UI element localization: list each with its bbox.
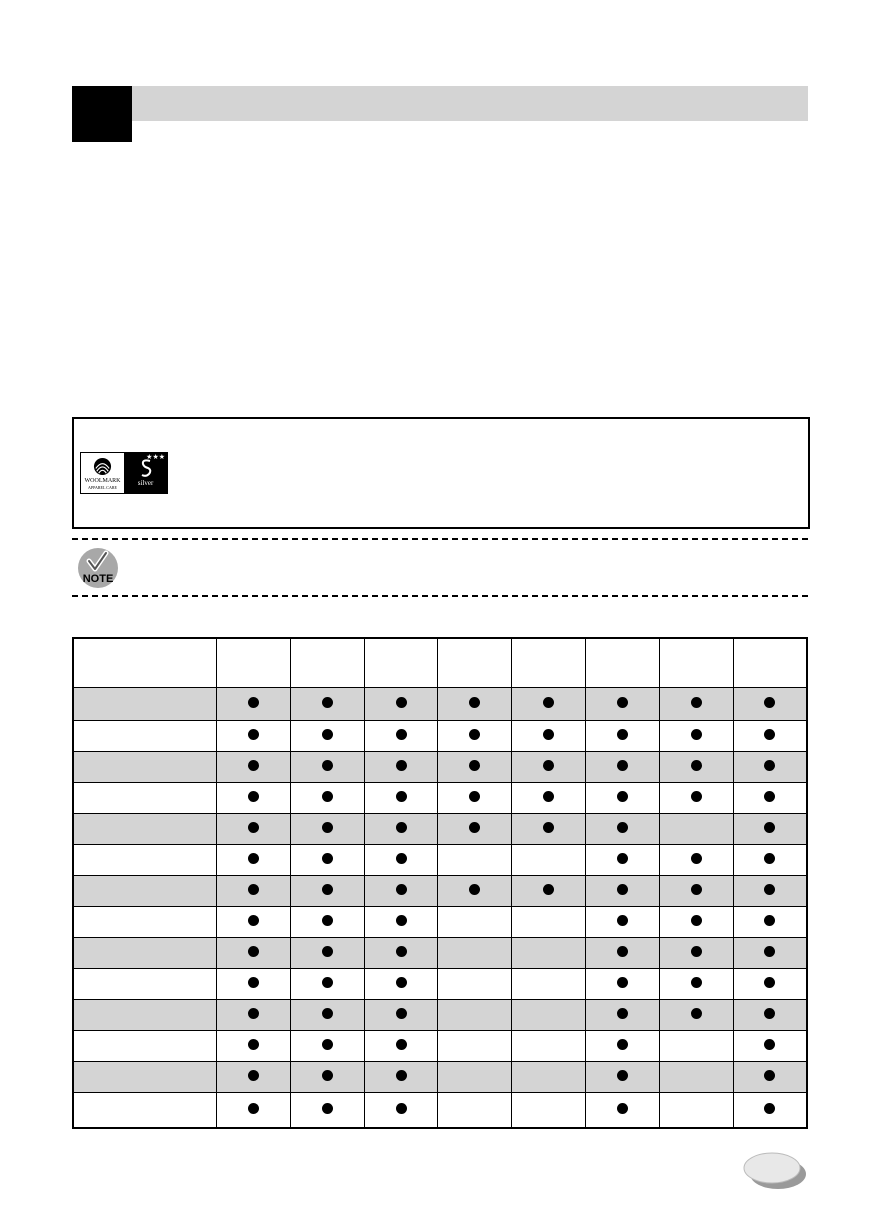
row-label-cell bbox=[73, 814, 217, 845]
applicable-dot-icon bbox=[691, 1008, 702, 1019]
applicable-dot-icon bbox=[469, 884, 480, 895]
applicable-dot-icon bbox=[764, 1008, 775, 1019]
applicable-dot-icon bbox=[248, 946, 259, 957]
table-cell bbox=[586, 969, 660, 1000]
applicable-dot-icon bbox=[469, 729, 480, 740]
table-cell bbox=[659, 1000, 733, 1031]
row-label-cell bbox=[73, 1062, 217, 1093]
note-label: NOTE bbox=[82, 573, 114, 585]
woolmark-info-box bbox=[72, 417, 810, 529]
header-cell bbox=[659, 638, 733, 688]
applicable-dot-icon bbox=[396, 760, 407, 771]
applicable-dot-icon bbox=[322, 760, 333, 771]
table-cell bbox=[512, 938, 586, 969]
table-cell bbox=[217, 1031, 291, 1062]
applicable-dot-icon bbox=[248, 884, 259, 895]
table-row bbox=[73, 1031, 807, 1062]
table-cell bbox=[217, 969, 291, 1000]
applicable-dot-icon bbox=[691, 729, 702, 740]
table-cell bbox=[586, 752, 660, 783]
applicable-dot-icon bbox=[617, 822, 628, 833]
table-cell bbox=[364, 688, 438, 721]
table-cell bbox=[364, 721, 438, 752]
table-cell bbox=[364, 1093, 438, 1129]
table-cell bbox=[733, 907, 807, 938]
applicable-dot-icon bbox=[764, 853, 775, 864]
applicable-dot-icon bbox=[691, 884, 702, 895]
table-row bbox=[73, 814, 807, 845]
header-cell bbox=[364, 638, 438, 688]
table-row bbox=[73, 938, 807, 969]
table-cell bbox=[512, 721, 586, 752]
table-cell bbox=[217, 1062, 291, 1093]
applicable-dot-icon bbox=[396, 1039, 407, 1050]
table-cell bbox=[512, 1031, 586, 1062]
table-cell bbox=[659, 1062, 733, 1093]
applicable-dot-icon bbox=[543, 760, 554, 771]
applicable-dot-icon bbox=[396, 1070, 407, 1081]
page-number-badge bbox=[740, 1150, 808, 1190]
applicable-dot-icon bbox=[691, 791, 702, 802]
applicable-dot-icon bbox=[617, 946, 628, 957]
applicable-dot-icon bbox=[396, 915, 407, 926]
table-cell bbox=[217, 845, 291, 876]
table-cell bbox=[217, 938, 291, 969]
table-cell bbox=[586, 814, 660, 845]
applicable-dot-icon bbox=[322, 729, 333, 740]
table-row bbox=[73, 783, 807, 814]
table-cell bbox=[586, 876, 660, 907]
table-cell bbox=[586, 907, 660, 938]
applicable-dot-icon bbox=[764, 946, 775, 957]
table-cell bbox=[733, 969, 807, 1000]
table-cell bbox=[659, 876, 733, 907]
table-cell bbox=[659, 721, 733, 752]
table-cell bbox=[586, 783, 660, 814]
table-cell bbox=[733, 1000, 807, 1031]
program-table bbox=[72, 637, 808, 1129]
section-number-block bbox=[72, 86, 132, 142]
table-cell bbox=[217, 1000, 291, 1031]
applicable-dot-icon bbox=[764, 1103, 775, 1114]
table-cell bbox=[290, 1093, 364, 1129]
applicable-dot-icon bbox=[248, 760, 259, 771]
table-cell bbox=[659, 752, 733, 783]
table-cell bbox=[512, 752, 586, 783]
table-cell bbox=[438, 876, 512, 907]
table-cell bbox=[290, 907, 364, 938]
applicable-dot-icon bbox=[396, 1103, 407, 1114]
table-cell bbox=[438, 688, 512, 721]
applicable-dot-icon bbox=[691, 853, 702, 864]
table-cell bbox=[733, 1093, 807, 1129]
table-cell bbox=[364, 1062, 438, 1093]
applicable-dot-icon bbox=[396, 791, 407, 802]
applicable-dot-icon bbox=[691, 915, 702, 926]
row-label-cell bbox=[73, 845, 217, 876]
table-cell bbox=[512, 814, 586, 845]
table-cell bbox=[659, 969, 733, 1000]
applicable-dot-icon bbox=[691, 977, 702, 988]
applicable-dot-icon bbox=[617, 791, 628, 802]
table-cell bbox=[364, 938, 438, 969]
table-cell bbox=[512, 783, 586, 814]
applicable-dot-icon bbox=[248, 1103, 259, 1114]
applicable-dot-icon bbox=[469, 791, 480, 802]
applicable-dot-icon bbox=[322, 977, 333, 988]
applicable-dot-icon bbox=[322, 822, 333, 833]
applicable-dot-icon bbox=[248, 791, 259, 802]
header-cell bbox=[586, 638, 660, 688]
applicable-dot-icon bbox=[322, 946, 333, 957]
table-cell bbox=[438, 783, 512, 814]
applicable-dot-icon bbox=[396, 697, 407, 708]
applicable-dot-icon bbox=[543, 697, 554, 708]
table-cell bbox=[512, 1062, 586, 1093]
table-cell bbox=[290, 752, 364, 783]
table-cell bbox=[733, 1031, 807, 1062]
table-row bbox=[73, 907, 807, 938]
woolmark-logo bbox=[80, 452, 168, 494]
applicable-dot-icon bbox=[617, 1070, 628, 1081]
table-cell bbox=[438, 752, 512, 783]
table-row bbox=[73, 688, 807, 721]
table-cell bbox=[659, 845, 733, 876]
table-cell bbox=[586, 688, 660, 721]
table-cell bbox=[512, 688, 586, 721]
table-cell bbox=[512, 1093, 586, 1129]
table-cell bbox=[290, 721, 364, 752]
woolmark-stars: ★★★ bbox=[146, 453, 165, 461]
table-cell bbox=[512, 876, 586, 907]
header-cell bbox=[290, 638, 364, 688]
applicable-dot-icon bbox=[617, 977, 628, 988]
table-cell bbox=[438, 1000, 512, 1031]
applicable-dot-icon bbox=[764, 1039, 775, 1050]
table-cell bbox=[438, 721, 512, 752]
table-cell bbox=[217, 876, 291, 907]
applicable-dot-icon bbox=[617, 1008, 628, 1019]
row-label-cell bbox=[73, 969, 217, 1000]
header-cell bbox=[217, 638, 291, 688]
table-cell bbox=[586, 1000, 660, 1031]
table-cell bbox=[290, 1062, 364, 1093]
row-label-cell bbox=[73, 1093, 217, 1129]
applicable-dot-icon bbox=[396, 853, 407, 864]
applicable-dot-icon bbox=[322, 1103, 333, 1114]
applicable-dot-icon bbox=[617, 729, 628, 740]
row-label-cell bbox=[73, 1031, 217, 1062]
applicable-dot-icon bbox=[248, 1070, 259, 1081]
table-row bbox=[73, 1093, 807, 1129]
table-cell bbox=[733, 752, 807, 783]
table-row bbox=[73, 1062, 807, 1093]
table-cell bbox=[290, 938, 364, 969]
applicable-dot-icon bbox=[396, 946, 407, 957]
applicable-dot-icon bbox=[248, 1039, 259, 1050]
applicable-dot-icon bbox=[248, 915, 259, 926]
applicable-dot-icon bbox=[396, 822, 407, 833]
table-cell bbox=[586, 938, 660, 969]
table-cell bbox=[733, 721, 807, 752]
row-label-cell bbox=[73, 783, 217, 814]
woolmark-s-icon bbox=[139, 458, 153, 478]
applicable-dot-icon bbox=[396, 1008, 407, 1019]
row-label-cell bbox=[73, 907, 217, 938]
table-cell bbox=[364, 907, 438, 938]
table-row bbox=[73, 752, 807, 783]
woolmark-brand-text: WOOLMARK bbox=[84, 478, 121, 484]
applicable-dot-icon bbox=[248, 977, 259, 988]
applicable-dot-icon bbox=[543, 729, 554, 740]
table-cell bbox=[733, 876, 807, 907]
header-cell bbox=[438, 638, 512, 688]
table-cell bbox=[659, 688, 733, 721]
applicable-dot-icon bbox=[396, 884, 407, 895]
table-cell bbox=[290, 969, 364, 1000]
row-label-cell bbox=[73, 688, 217, 721]
table-cell bbox=[364, 1031, 438, 1062]
table-cell bbox=[217, 907, 291, 938]
table-cell bbox=[733, 688, 807, 721]
table-cell bbox=[290, 814, 364, 845]
applicable-dot-icon bbox=[469, 760, 480, 771]
table-cell bbox=[586, 1062, 660, 1093]
header-cell bbox=[73, 638, 217, 688]
applicable-dot-icon bbox=[322, 853, 333, 864]
applicable-dot-icon bbox=[322, 791, 333, 802]
table-cell bbox=[438, 1031, 512, 1062]
applicable-dot-icon bbox=[764, 697, 775, 708]
applicable-dot-icon bbox=[396, 729, 407, 740]
applicable-dot-icon bbox=[322, 697, 333, 708]
table-cell bbox=[512, 969, 586, 1000]
applicable-dot-icon bbox=[469, 822, 480, 833]
applicable-dot-icon bbox=[764, 977, 775, 988]
table-cell bbox=[217, 783, 291, 814]
header-cell bbox=[512, 638, 586, 688]
applicable-dot-icon bbox=[691, 697, 702, 708]
table-row bbox=[73, 1000, 807, 1031]
table-cell bbox=[290, 845, 364, 876]
applicable-dot-icon bbox=[248, 853, 259, 864]
woolmark-brand-subtext: APPAREL CARE bbox=[88, 485, 117, 490]
table-cell bbox=[659, 814, 733, 845]
applicable-dot-icon bbox=[248, 697, 259, 708]
applicable-dot-icon bbox=[617, 915, 628, 926]
applicable-dot-icon bbox=[543, 884, 554, 895]
table-cell bbox=[733, 1062, 807, 1093]
table-cell bbox=[438, 907, 512, 938]
table-cell bbox=[364, 783, 438, 814]
row-label-cell bbox=[73, 938, 217, 969]
table-row bbox=[73, 969, 807, 1000]
note-bottom-divider bbox=[72, 595, 808, 597]
applicable-dot-icon bbox=[322, 1070, 333, 1081]
applicable-dot-icon bbox=[691, 946, 702, 957]
table-cell bbox=[217, 752, 291, 783]
table-cell bbox=[438, 1093, 512, 1129]
applicable-dot-icon bbox=[617, 884, 628, 895]
table-cell bbox=[438, 969, 512, 1000]
applicable-dot-icon bbox=[764, 915, 775, 926]
table-cell bbox=[364, 752, 438, 783]
table-cell bbox=[659, 907, 733, 938]
applicable-dot-icon bbox=[617, 697, 628, 708]
woolmark-ball-icon bbox=[93, 457, 112, 476]
applicable-dot-icon bbox=[617, 1039, 628, 1050]
applicable-dot-icon bbox=[617, 760, 628, 771]
applicable-dot-icon bbox=[322, 1039, 333, 1050]
header-cell bbox=[733, 638, 807, 688]
applicable-dot-icon bbox=[322, 915, 333, 926]
table-cell bbox=[512, 1000, 586, 1031]
applicable-dot-icon bbox=[543, 791, 554, 802]
table-cell bbox=[733, 845, 807, 876]
table-cell bbox=[364, 1000, 438, 1031]
table-cell bbox=[659, 1031, 733, 1062]
table-cell bbox=[364, 969, 438, 1000]
table-cell bbox=[290, 1000, 364, 1031]
table-cell bbox=[364, 845, 438, 876]
table-cell bbox=[364, 876, 438, 907]
table-header-row bbox=[73, 638, 807, 688]
table-cell bbox=[290, 1031, 364, 1062]
table-cell bbox=[438, 938, 512, 969]
applicable-dot-icon bbox=[764, 822, 775, 833]
applicable-dot-icon bbox=[764, 1070, 775, 1081]
table-cell bbox=[438, 1062, 512, 1093]
applicable-dot-icon bbox=[322, 1008, 333, 1019]
table-cell bbox=[512, 907, 586, 938]
table-cell bbox=[659, 938, 733, 969]
applicable-dot-icon bbox=[764, 791, 775, 802]
table-cell bbox=[217, 1093, 291, 1129]
table-row bbox=[73, 721, 807, 752]
applicable-dot-icon bbox=[617, 1103, 628, 1114]
note-top-divider bbox=[72, 538, 808, 540]
applicable-dot-icon bbox=[764, 884, 775, 895]
table-cell bbox=[217, 721, 291, 752]
table-cell bbox=[733, 938, 807, 969]
table-cell bbox=[438, 814, 512, 845]
applicable-dot-icon bbox=[764, 760, 775, 771]
table-cell bbox=[217, 814, 291, 845]
applicable-dot-icon bbox=[248, 1008, 259, 1019]
note-check-icon bbox=[75, 547, 121, 589]
row-label-cell bbox=[73, 1000, 217, 1031]
table-row bbox=[73, 845, 807, 876]
applicable-dot-icon bbox=[691, 760, 702, 771]
table-cell bbox=[659, 783, 733, 814]
applicable-dot-icon bbox=[469, 697, 480, 708]
table-cell bbox=[217, 688, 291, 721]
table-cell bbox=[290, 783, 364, 814]
applicable-dot-icon bbox=[617, 853, 628, 864]
table-cell bbox=[290, 876, 364, 907]
table-cell bbox=[586, 1093, 660, 1129]
woolmark-grade: silver bbox=[137, 479, 154, 487]
table-cell bbox=[586, 721, 660, 752]
table-row bbox=[73, 876, 807, 907]
table-cell bbox=[290, 688, 364, 721]
table-cell bbox=[586, 845, 660, 876]
applicable-dot-icon bbox=[248, 822, 259, 833]
table-cell bbox=[733, 783, 807, 814]
row-label-cell bbox=[73, 876, 217, 907]
table-cell bbox=[586, 1031, 660, 1062]
applicable-dot-icon bbox=[248, 729, 259, 740]
table-cell bbox=[438, 845, 512, 876]
applicable-dot-icon bbox=[764, 729, 775, 740]
table-cell bbox=[512, 845, 586, 876]
table-cell bbox=[364, 814, 438, 845]
section-header-bar bbox=[132, 86, 808, 121]
applicable-dot-icon bbox=[543, 822, 554, 833]
row-label-cell bbox=[73, 721, 217, 752]
table-cell bbox=[659, 1093, 733, 1129]
row-label-cell bbox=[73, 752, 217, 783]
applicable-dot-icon bbox=[396, 977, 407, 988]
table-cell bbox=[733, 814, 807, 845]
applicable-dot-icon bbox=[322, 884, 333, 895]
